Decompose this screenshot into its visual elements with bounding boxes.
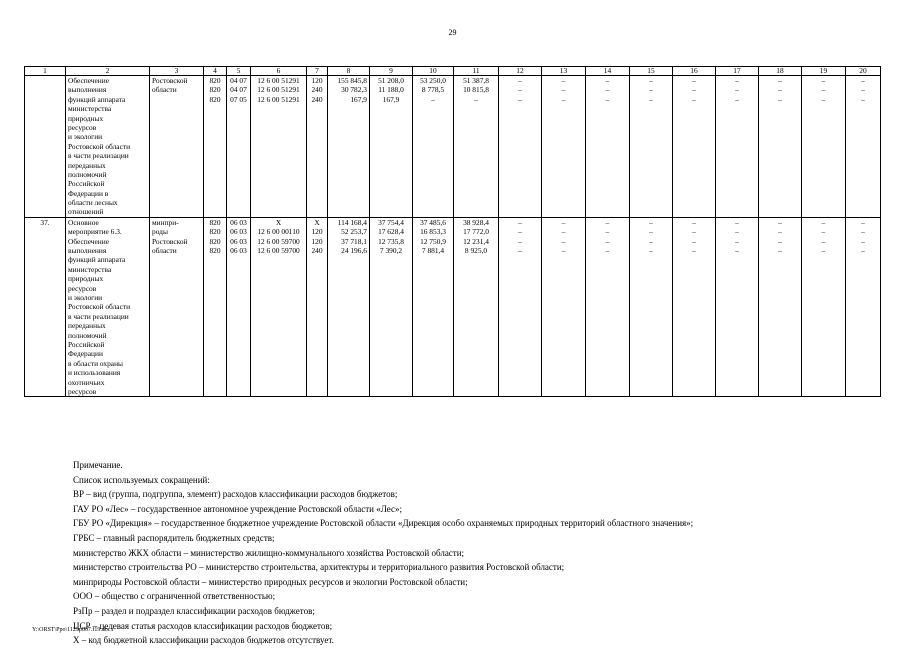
empty-year-cell-line: – [861,227,865,237]
empty-year-cell-line: – [518,94,522,104]
year-value-cell-line: 12 735,8 [378,236,404,246]
column-number-cell: 5 [227,67,251,76]
executor-cell [150,217,204,396]
year-value-cell-line: 8 925,0 [464,246,488,256]
empty-year-cell [586,217,630,396]
empty-year-cell [673,217,716,396]
total-cell-line: 155 845,8 [337,76,367,85]
empty-year-cell-line: – [649,227,653,237]
vr-cell-line: 240 [311,246,323,256]
empty-year-cell-line: – [518,76,522,85]
empty-year-cell-line: – [778,236,782,246]
executor-cell-line: минпри- [152,217,179,227]
year-value-cell-line: 12 750,9 [420,236,446,246]
item-name-cell-line: функций аппарата [68,255,126,265]
empty-year-cell-line: – [692,246,696,256]
empty-year-cell-line: – [518,227,522,237]
empty-year-cell-line: – [735,94,739,104]
vr-cell-line: 120 [311,76,323,85]
item-name-cell-line: Ростовской области [68,302,131,312]
grbs-cell-line: 820 [209,217,221,227]
empty-year-cell-line: – [605,94,610,104]
empty-year-cell-line: – [649,246,653,256]
item-name-cell-line: отношений [68,207,104,217]
column-number-cell: 4 [204,67,227,76]
column-number-cell: 16 [673,67,716,76]
empty-year-cell-line: – [778,85,782,95]
column-number-cell: 10 [413,67,454,76]
table-row [25,76,881,218]
note-title: Примечание. [73,460,123,470]
year-value-cell-line: 51 208,0 [378,76,404,85]
grbs-cell-line: 820 [209,85,221,95]
empty-year-cell [846,217,881,396]
empty-year-cell-line: – [692,217,696,227]
empty-year-cell-line: – [861,94,865,104]
grbs-cell-line: 820 [209,227,221,237]
item-number-cell [25,217,66,396]
empty-year-cell [586,76,630,218]
grbs-cell [204,217,227,396]
empty-year-cell-line: – [821,227,826,237]
empty-year-cell-line: – [861,236,865,246]
column-number-cell: 3 [150,67,204,76]
file-path-footer: Y:\ORST\Ppo\1129p867.f19.docx [32,627,114,633]
abbreviation-line: Список используемых сокращений: [73,474,210,485]
executor-cell-line: Ростовской [152,236,188,246]
rzpr-cell-line: 04 07 [230,76,247,85]
csr-cell-line: 12 6 00 00110 [257,227,300,237]
rzpr-cell-line: 06 03 [230,217,247,227]
executor-cell-line: роды [152,227,168,237]
year-value-cell-line: 37 754,4 [378,217,404,227]
year-value-cell-line: – [474,94,478,104]
empty-year-cell-line: – [561,227,566,237]
empty-year-cell-line: – [735,217,739,227]
total-cell-line: 24 196,6 [341,246,367,256]
empty-year-cell-line: – [518,85,522,95]
item-number-cell-line [27,76,63,85]
empty-year-cell [542,217,586,396]
column-number-cell: 20 [846,67,881,76]
item-name-cell-line: выполнения [68,85,107,95]
executor-cell-line: области [152,85,177,95]
empty-year-cell-line: – [605,246,610,256]
page-number: 29 [448,28,457,37]
rzpr-cell-line: 06 03 [230,236,247,246]
item-name-cell-line: функций аппарата [68,94,126,104]
empty-year-cell-line: – [649,217,653,227]
year-value-cell-line: 10 815,8 [463,85,489,95]
empty-year-cell-line: – [518,236,522,246]
column-number-cell: 8 [328,67,370,76]
year-value-cell [454,76,499,218]
csr-cell-line: 12 6 00 59700 [257,246,300,256]
empty-year-cell-line: – [561,246,566,256]
column-number-cell: 15 [630,67,673,76]
item-name-cell-line: и экологии [68,292,103,302]
total-cell [328,76,370,218]
csr-cell-line: 12 6 00 51291 [257,76,300,85]
column-number-cell: 18 [759,67,802,76]
csr-cell [251,76,307,218]
rzpr-cell-line: 06 03 [230,246,247,256]
empty-year-cell [759,217,802,396]
empty-year-cell-line: – [861,217,865,227]
year-value-cell-line: 38 928,4 [463,217,489,227]
item-name-cell [66,217,150,396]
abbreviation-line: минприроды Ростовской области – министерство природных ресурсов и экологии Ростовской области; [73,576,468,587]
item-name-cell-line: выполнения [68,246,107,256]
empty-year-cell-line: – [692,85,696,95]
item-name-cell-line: и экологии [68,132,103,142]
column-number-cell: 13 [542,67,586,76]
column-number-cell: 14 [586,67,630,76]
column-number-cell: 19 [802,67,846,76]
year-value-cell-line: 8 778,5 [421,85,445,95]
item-name-cell-line: мероприятие 6.3. [68,227,122,237]
empty-year-cell-line: – [561,94,566,104]
item-name-cell-line: ресурсов [68,122,97,132]
csr-cell-line: 12 6 00 59700 [257,236,300,246]
item-name-cell [66,76,150,218]
empty-year-cell-line: – [821,76,826,85]
empty-year-cell-line: – [649,94,653,104]
column-number-cell: 6 [251,67,307,76]
empty-year-cell [716,76,759,218]
abbreviation-line: РзПр – раздел и подраздел классификации расходов бюджетов; [73,605,315,616]
item-name-cell-line: в части реализации [68,311,129,321]
item-name-cell-line: полномочий [68,330,107,340]
year-value-cell-line: – [431,94,435,104]
year-value-cell-line: 11 188,0 [378,85,404,95]
item-name-cell-line: переданных [68,160,106,170]
item-name-cell-line: полномочий [68,169,107,179]
total-cell [328,217,370,396]
item-number-cell-line: 37. [40,217,50,227]
executor-cell-line: области [152,246,177,256]
vr-cell-line: 120 [311,227,323,237]
executor-cell [150,76,204,218]
empty-year-cell [673,76,716,218]
csr-cell-line: 12 6 00 51291 [257,94,300,104]
empty-year-cell-line: – [778,246,782,256]
year-value-cell-line: 51 387,8 [463,76,489,85]
empty-year-cell-line: – [735,227,739,237]
grbs-cell-line: 820 [209,236,221,246]
abbreviation-line: ООО – общество с ограниченной ответственностью; [73,591,276,602]
empty-year-cell-line: – [605,217,610,227]
item-name-cell-line: Российской [68,339,105,349]
empty-year-cell [630,217,673,396]
empty-year-cell-line: – [735,85,739,95]
empty-year-cell [542,76,586,218]
total-cell-line: 167,9 [350,94,367,104]
empty-year-cell-line: – [692,94,696,104]
year-value-cell [413,217,454,396]
executor-cell-line: Ростовской [152,76,188,85]
empty-year-cell-line: – [518,246,522,256]
empty-year-cell-line: – [821,94,826,104]
column-number-row [25,67,881,76]
empty-year-cell-line: – [692,236,696,246]
total-cell-line: 30 782,3 [341,85,367,95]
rzpr-cell [227,217,251,396]
year-value-cell-line: 7 390,2 [379,246,403,256]
empty-year-cell-line: – [778,217,782,227]
year-value-cell-line: 12 231,4 [463,236,489,246]
empty-year-cell [802,217,846,396]
abbreviation-line: министерство ЖКХ области – министерство жилищно-коммунального хозяйства Ростовской области; [73,547,465,558]
rzpr-cell-line: 07 05 [230,94,247,104]
item-name-cell-line: Федерации в [68,188,109,198]
csr-cell [251,217,307,396]
vr-cell [307,76,328,218]
vr-cell-line: 240 [311,94,323,104]
item-name-cell-line: природных [68,274,104,284]
vr-cell [307,217,328,396]
vr-cell-line: Х [314,217,320,227]
item-name-cell-line: Федерации [68,349,103,359]
rzpr-cell [227,76,251,218]
year-value-cell [413,76,454,218]
empty-year-cell [846,76,881,218]
vr-cell-line: 240 [311,85,323,95]
empty-year-cell-line: – [649,85,653,95]
item-number-cell [25,76,66,218]
grbs-cell-line: 820 [209,76,221,85]
abbreviation-line: ГБУ РО «Дирекция» – государственное бюджетное учреждение Ростовской области «Дирекция особо охраняемых природных территорий областного значения»; [73,518,694,529]
empty-year-cell [802,76,846,218]
year-value-cell-line: 7 881,4 [421,246,445,256]
column-number-cell: 9 [370,67,413,76]
year-value-cell-line: 17 772,0 [463,227,489,237]
column-number-cell: 7 [307,67,328,76]
empty-year-cell-line: – [778,94,782,104]
empty-year-cell-line: – [561,85,566,95]
item-name-cell-line: природных [68,113,104,123]
item-name-cell-line: Российской [68,179,105,189]
csr-cell-line: Х [275,217,282,227]
item-name-cell-line: и использования [68,368,121,378]
item-name-cell-line: Обеспечение [68,76,109,85]
year-value-cell [370,76,413,218]
grbs-cell-line: 820 [209,94,221,104]
year-value-cell-line: 167,9 [382,94,400,104]
empty-year-cell-line: – [735,246,739,256]
item-name-cell-line: министерства [68,264,112,274]
empty-year-cell-line: – [649,76,653,85]
empty-year-cell-line: – [561,76,566,85]
empty-year-cell-line: – [649,236,653,246]
grbs-cell [204,76,227,218]
empty-year-cell-line: – [605,85,610,95]
empty-year-cell [499,76,542,218]
empty-year-cell-line: – [561,236,566,246]
rzpr-cell-line: 04 07 [230,85,247,95]
empty-year-cell-line: – [605,76,610,85]
empty-year-cell-line: – [821,246,826,256]
empty-year-cell-line: – [861,76,865,85]
empty-year-cell-line: – [861,246,865,256]
empty-year-cell-line: – [821,217,826,227]
item-name-cell-line: охотничьих [68,377,105,387]
item-name-cell-line: Обеспечение [68,236,109,246]
empty-year-cell-line: – [778,76,782,85]
total-cell-line: 114 168,4 [337,217,367,227]
empty-year-cell-line: – [561,217,566,227]
abbreviation-line: ГРБС – главный распорядитель бюджетных средств; [73,532,275,543]
item-name-cell-line: области лесных [68,198,118,208]
abbreviation-line: министерство строительства РО – министерство строительства, архитектуры и территориального развития Ростовской области; [73,562,565,573]
year-value-cell-line: 17 628,4 [378,227,404,237]
column-number-cell: 2 [66,67,150,76]
column-number-cell: 11 [454,67,499,76]
item-name-cell-line: ресурсов [68,283,97,293]
empty-year-cell [630,76,673,218]
empty-year-cell-line: – [821,236,826,246]
item-name-cell-line: в части реализации [68,151,129,161]
rzpr-cell-line: 06 03 [230,227,247,237]
empty-year-cell [759,76,802,218]
empty-year-cell-line: – [735,76,739,85]
column-number-cell: 1 [25,67,66,76]
year-value-cell [454,217,499,396]
abbreviation-line: ВР – вид (группа, подгруппа, элемент) расходов классификации расходов бюджетов; [73,489,398,500]
item-name-cell-line: министерства [68,104,112,114]
total-cell-line: 37 718,1 [341,236,367,246]
year-value-cell [370,217,413,396]
empty-year-cell [716,217,759,396]
item-name-cell-line: в области охраны [68,358,123,368]
csr-cell-line: 12 6 00 51291 [257,85,300,95]
year-value-cell-line: 53 250,0 [420,76,446,85]
year-value-cell-line: 16 853,3 [420,227,446,237]
year-value-cell-line: 37 485,6 [420,217,446,227]
empty-year-cell-line: – [605,227,610,237]
total-cell-line: 52 253,7 [341,227,367,237]
empty-year-cell-line: – [778,227,782,237]
empty-year-cell-line: – [518,217,522,227]
abbreviation-line: ГАУ РО «Лес» – государственное автономное учреждение Ростовской области «Лес»; [73,503,402,514]
budget-table [24,66,881,397]
item-name-cell-line: ресурсов [68,386,97,396]
empty-year-cell-line: – [821,85,826,95]
table-row [25,217,881,396]
vr-cell-line: 120 [311,236,323,246]
empty-year-cell-line: – [735,236,739,246]
empty-year-cell-line: – [605,236,610,246]
empty-year-cell-line: – [692,76,696,85]
grbs-cell-line: 820 [209,246,221,256]
column-number-cell: 17 [716,67,759,76]
empty-year-cell [499,217,542,396]
item-name-cell-line: переданных [68,321,106,331]
abbreviation-line: Х – код бюджетной классификации расходов бюджетов отсутствует. [73,635,334,646]
item-name-cell-line: Основное [68,217,99,227]
empty-year-cell-line: – [692,227,696,237]
abbreviation-line: ЦСР – целевая статья расходов классификации расходов бюджетов; [73,620,333,631]
empty-year-cell-line: – [861,85,865,95]
column-number-cell: 12 [499,67,542,76]
item-name-cell-line: Ростовской области [68,141,131,151]
